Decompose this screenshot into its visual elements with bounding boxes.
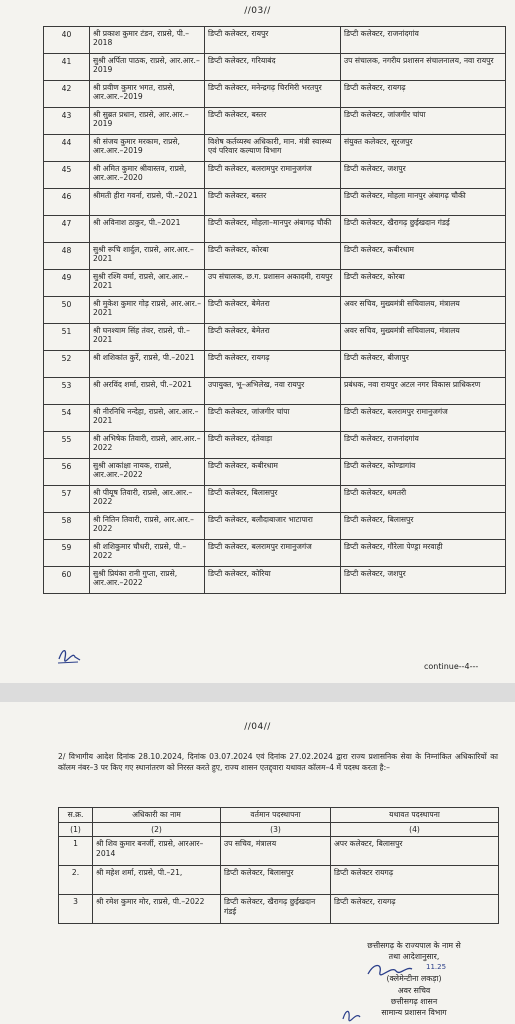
table-row	[44, 567, 506, 594]
continue-note: continue--4---	[424, 662, 479, 671]
current-posting-cell: डिप्टी कलेक्टर, मोहला–मानपुर अंबागढ़ चौकी	[205, 216, 341, 243]
table-row	[44, 405, 506, 432]
new-posting-cell: डिप्टी कलेक्टर, जांजगीर चांपा	[341, 108, 506, 135]
officer-name-cell: श्री अरविंद शर्मा, राप्रसे, पी.–2021	[90, 378, 205, 405]
governor-line: छत्तीसगढ़ के राज्यपाल के नाम से	[367, 941, 461, 950]
new-posting-cell: डिप्टी कलेक्टर, कबीरधाम	[341, 243, 506, 270]
current-posting-cell: उप संचालक, छ.ग. प्रशासन अकादमी, रायपुर	[205, 270, 341, 297]
new-posting-cell: डिप्टी कलेक्टर, बीजापुर	[341, 351, 506, 378]
officer-name-cell: श्री अमित कुमार श्रीवास्तव, राप्रसे, आर.आर.–2020	[90, 162, 205, 189]
new-posting-cell: अवर सचिव, मुख्यमंत्री सचिवालय, मंत्रालय	[341, 297, 506, 324]
new-posting-cell: डिप्टी कलेक्टर, जशपुर	[341, 162, 506, 189]
officer-name-cell: सुश्री रूचि शार्दुल, राप्रसे, आर.आर.–2021	[90, 243, 205, 270]
new-posting-cell: डिप्टी कलेक्टर, कोरबा	[341, 270, 506, 297]
serial-cell: 44	[44, 135, 90, 162]
initial-mark	[340, 1006, 364, 1024]
new-posting-cell: डिप्टी कलेक्टर, बिलासपुर	[341, 513, 506, 540]
current-posting-cell: डिप्टी कलेक्टर, जांजगीर चांपा	[205, 405, 341, 432]
new-posting-cell: डिप्टी कलेक्टर, राजनांदगांव	[341, 432, 506, 459]
serial-cell: 40	[44, 27, 90, 54]
header-current-posting: वर्तमान पदस्थापना	[221, 808, 331, 823]
serial-cell: 55	[44, 432, 90, 459]
new-posting-cell: डिप्टी कलेक्टर, राजनांदगांव	[341, 27, 506, 54]
header-number: (4)	[331, 822, 499, 837]
serial-cell: 59	[44, 540, 90, 567]
current-posting-cell: उपायुक्त, भू–अभिलेख, नवा रायपुर	[205, 378, 341, 405]
page-number: //04//	[244, 722, 271, 732]
current-posting-cell: डिप्टी कलेक्टर, बिलासपुर	[221, 866, 331, 895]
new-posting-cell: डिप्टी कलेक्टर, धमतरी	[341, 486, 506, 513]
current-posting-cell: डिप्टी कलेक्टर, बलौदाबाजार भाटापारा	[205, 513, 341, 540]
current-posting-cell: डिप्टी कलेक्टर, दंतेवाड़ा	[205, 432, 341, 459]
retained-posting-cell: डिप्टी कलेक्टर रायगढ़	[331, 866, 499, 895]
current-posting-cell: डिप्टी कलेक्टर, बस्तर	[205, 108, 341, 135]
serial-cell: 57	[44, 486, 90, 513]
serial-cell: 56	[44, 459, 90, 486]
current-posting-cell: उप सचिव, मंत्रालय	[221, 837, 331, 866]
new-posting-cell: डिप्टी कलेक्टर, मोहला मानपुर अंबागढ़ चौकी	[341, 189, 506, 216]
serial-cell: 45	[44, 162, 90, 189]
table-row	[44, 486, 506, 513]
officer-name-cell: श्री अभिषेक तिवारी, राप्रसे, आर.आर.–2022	[90, 432, 205, 459]
new-posting-cell: डिप्टी कलेक्टर, रायगढ़	[341, 81, 506, 108]
serial-cell: 50	[44, 297, 90, 324]
officer-name-cell: श्री प्रकाश कुमार टंडन, राप्रसे, पी.–2018	[90, 27, 205, 54]
serial-cell: 52	[44, 351, 90, 378]
serial-cell: 51	[44, 324, 90, 351]
serial-cell: 1	[59, 837, 93, 866]
header-officer-name: अधिकारी का नाम	[93, 808, 221, 823]
new-posting-cell: संयुक्त कलेक्टर, सूरजपुर	[341, 135, 506, 162]
officer-name-cell: श्री नितिन तिवारी, राप्रसे, आर.आर.–2022	[90, 513, 205, 540]
officer-name-cell: श्री महेश शर्मा, राप्रसे, पी.–21,	[93, 866, 221, 895]
new-posting-cell: अवर सचिव, मुख्यमंत्री सचिवालय, मंत्रालय	[341, 324, 506, 351]
officer-name-cell: श्री सुब्रत प्रधान, राप्रसे, आर.आर.–2019	[90, 108, 205, 135]
officer-name-cell: सुश्री प्रियंका रानी गुप्ता, राप्रसे, आर.आर.–2022	[90, 567, 205, 594]
officer-name-cell: सुश्री रश्मि वर्मा, राप्रसे, आर.आर.–2021	[90, 270, 205, 297]
serial-cell: 42	[44, 81, 90, 108]
table-row	[44, 270, 506, 297]
serial-cell: 46	[44, 189, 90, 216]
table-row	[44, 324, 506, 351]
current-posting-cell: डिप्टी कलेक्टर, रायगढ़	[205, 351, 341, 378]
officer-name-cell: सुश्री आकांक्षा नायक, राप्रसे, आर.आर.–2022	[90, 459, 205, 486]
serial-cell: 43	[44, 108, 90, 135]
transfer-table	[43, 26, 506, 594]
signatory-name: (क्लेमेन्टीना लकड़ा)	[386, 974, 442, 984]
header-serial: स.क्र.	[59, 808, 93, 823]
current-posting-cell: डिप्टी कलेक्टर, बलरामपुर रामानुजगंज	[205, 162, 341, 189]
table-row	[44, 243, 506, 270]
serial-cell: 2.	[59, 866, 93, 895]
signature-date: 11.25	[426, 963, 447, 972]
table-row	[44, 351, 506, 378]
signatory-department: सामान्य प्रशासन विभाग	[381, 1008, 447, 1018]
table-row	[44, 81, 506, 108]
current-posting-cell: डिप्टी कलेक्टर, बेमेतरा	[205, 324, 341, 351]
table-row	[44, 189, 506, 216]
retained-posting-cell: अपर कलेक्टर, बिलासपुर	[331, 837, 499, 866]
table-row	[44, 432, 506, 459]
initial-mark	[56, 644, 84, 666]
officer-name-cell: श्री प्रवीण कुमार भगत, राप्रसे, आर.आर.–2019	[90, 81, 205, 108]
officer-name-cell: श्री पीयूष तिवारी, राप्रसे, आर.आर.–2022	[90, 486, 205, 513]
current-posting-cell: डिप्टी कलेक्टर, कोरबा	[205, 243, 341, 270]
table-row	[59, 866, 499, 895]
header-retained-posting: यथावत पदस्थापना	[331, 808, 499, 823]
current-posting-cell: डिप्टी कलेक्टर, कबीरधाम	[205, 459, 341, 486]
signatory-government: छत्तीसगढ़ शासन	[390, 996, 438, 1006]
table-row	[44, 378, 506, 405]
current-posting-cell: डिप्टी कलेक्टर, कोरिया	[205, 567, 341, 594]
current-posting-cell: डिप्टी कलेक्टर, खैरागढ़ छुईखदान गंडई	[221, 895, 331, 924]
current-posting-cell: डिप्टी कलेक्टर, बस्तर	[205, 189, 341, 216]
header-number: (1)	[59, 822, 93, 837]
new-posting-cell: डिप्टी कलेक्टर, गौरेला पेण्ड्रा मरवाही	[341, 540, 506, 567]
table-row	[44, 54, 506, 81]
current-posting-cell: डिप्टी कलेक्टर, बलरामपुर रामानुजगंज	[205, 540, 341, 567]
officer-name-cell: श्री अविनाश ठाकुर, पी.–2021	[90, 216, 205, 243]
officer-name-cell: सुश्री अर्पिता पाठक, राप्रसे, आर.आर.–2019	[90, 54, 205, 81]
table-row	[59, 895, 499, 924]
new-posting-cell: डिप्टी कलेक्टर, खैरागढ़ छुईखदान गंडई	[341, 216, 506, 243]
table-row	[44, 540, 506, 567]
handwritten-signature	[360, 960, 440, 980]
new-posting-cell: डिप्टी कलेक्टर, जशपुर	[341, 567, 506, 594]
current-posting-cell: डिप्टी कलेक्टर, बिलासपुर	[205, 486, 341, 513]
serial-cell: 49	[44, 270, 90, 297]
signatory-post: अवर सचिव	[397, 985, 431, 995]
serial-cell: 60	[44, 567, 90, 594]
reinstatement-table	[58, 807, 499, 924]
new-posting-cell: डिप्टी कलेक्टर, बलरामपुर रामानुजगंज	[341, 405, 506, 432]
serial-cell: 3	[59, 895, 93, 924]
officer-name-cell: श्री रमेश कुमार मोर, राप्रसे, पी.–2022	[93, 895, 221, 924]
officer-name-cell: श्री संजय कुमार मरकाम, राप्रसे, आर.आर.–2019	[90, 135, 205, 162]
officer-name-cell: श्री मुकेश कुमार गोड़ राप्रसे, आर.आर.–2021	[90, 297, 205, 324]
retained-posting-cell: डिप्टी कलेक्टर, रायगढ़	[331, 895, 499, 924]
officer-name-cell: श्री शशिकुमार चौधरी, राप्रसे, पी.–2022	[90, 540, 205, 567]
order-paragraph: 2/ विभागीय आदेश दिनांक 28.10.2024, दिनांक 03.07.2024 एवं दिनांक 27.02.2024 द्वारा राज्य प्रशासनिक सेवा के निम्नांकित अधिकारियों का कॉलम नंबर–3 पर किए गए स्थानांतरण को निरस्त करते हुए, राज्य शासन एतद्द्वारा यथावत कॉलम–4 में पदस्थ करता है:–	[58, 752, 498, 772]
header-number: (3)	[221, 822, 331, 837]
officer-name-cell: श्री घनश्याम सिंह तंवर, राप्रसे, पी.–2021	[90, 324, 205, 351]
new-posting-cell: डिप्टी कलेक्टर, कोण्डागांव	[341, 459, 506, 486]
document-page-4	[0, 702, 515, 1024]
header-number: (2)	[93, 822, 221, 837]
table-row	[44, 135, 506, 162]
serial-cell: 47	[44, 216, 90, 243]
table-row	[44, 297, 506, 324]
officer-name-cell: श्री शशिकांत कुर्रे, राप्रसे, पी.–2021	[90, 351, 205, 378]
table-row	[44, 513, 506, 540]
table-row	[44, 162, 506, 189]
table-row	[59, 837, 499, 866]
order-line: तथा आदेशानुसार,	[388, 952, 440, 962]
current-posting-cell: विशेष कर्तव्यस्थ अधिकारी, मान. मंत्री स्वास्थ्य एवं परिवार कल्याण विभाग	[205, 135, 341, 162]
current-posting-cell: डिप्टी कलेक्टर, गरियाबंद	[205, 54, 341, 81]
officer-name-cell: श्री नीरनिधि नन्देहा, राप्रसे, आर.आर.–2021	[90, 405, 205, 432]
serial-cell: 41	[44, 54, 90, 81]
page-number: //03//	[244, 6, 271, 16]
table-row	[44, 459, 506, 486]
serial-cell: 53	[44, 378, 90, 405]
serial-cell: 58	[44, 513, 90, 540]
officer-name-cell: श्री शिव कुमार बनर्जी, राप्रसे, आरआर–2014	[93, 837, 221, 866]
officer-name-cell: श्रीमती हीरा गवर्ना, राप्रसे, पी.–2021	[90, 189, 205, 216]
table-row	[44, 108, 506, 135]
serial-cell: 54	[44, 405, 90, 432]
serial-cell: 48	[44, 243, 90, 270]
new-posting-cell: प्रबंधक, नवा रायपुर अटल नगर विकास प्राधिकरण	[341, 378, 506, 405]
new-posting-cell: उप संचालक, नगरीय प्रशासन संचालनालय, नवा रायपुर	[341, 54, 506, 81]
table-row	[44, 27, 506, 54]
current-posting-cell: डिप्टी कलेक्टर, मनेन्द्रगढ़ चिरमिरी भरतपुर	[205, 81, 341, 108]
table-row	[44, 216, 506, 243]
current-posting-cell: डिप्टी कलेक्टर, रायपुर	[205, 27, 341, 54]
current-posting-cell: डिप्टी कलेक्टर, बेमेतरा	[205, 297, 341, 324]
